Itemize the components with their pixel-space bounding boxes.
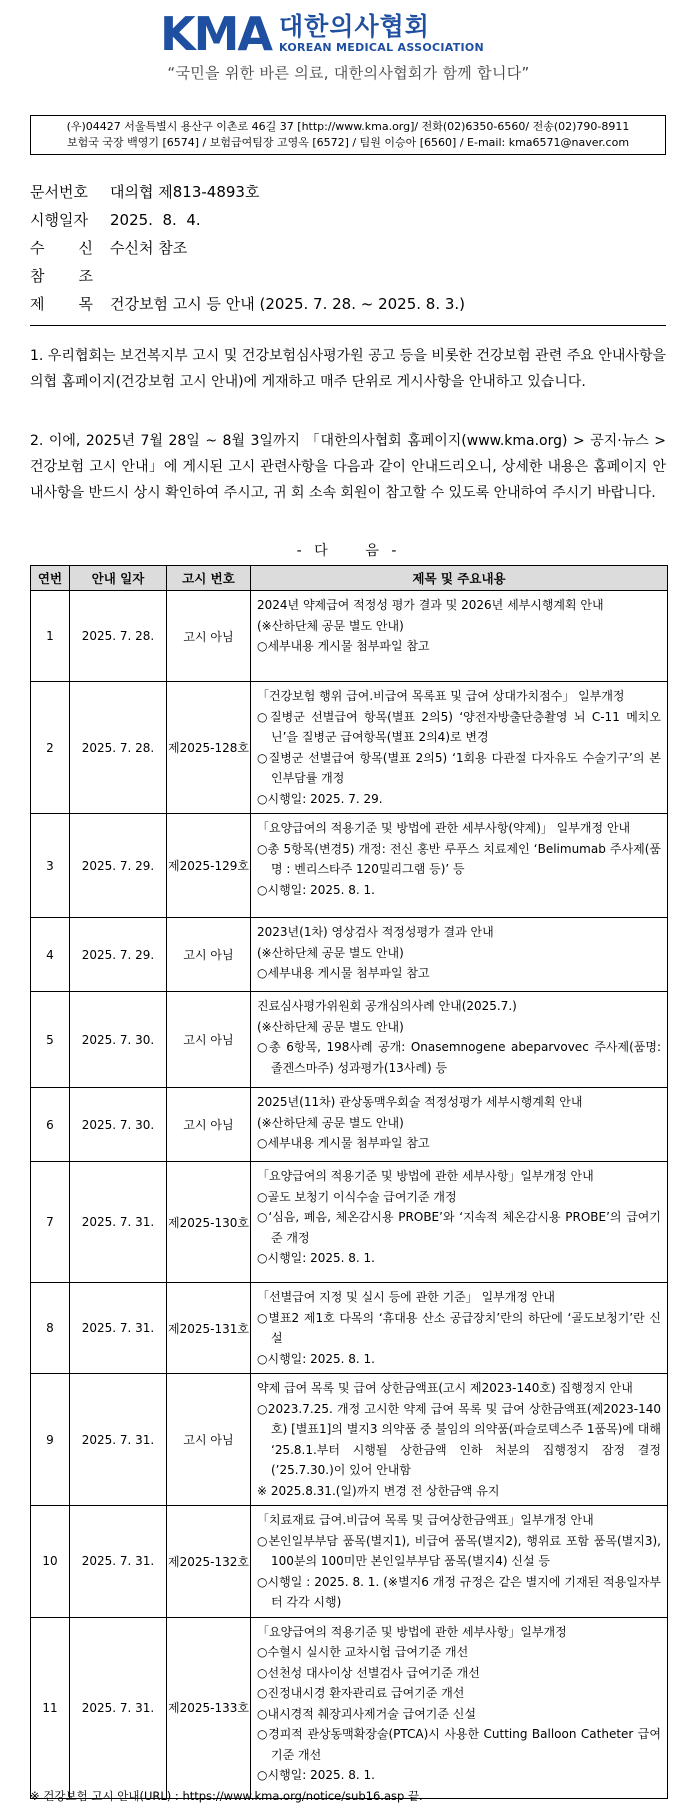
- content-line: ○시행일 : 2025. 8. 1. (※별지6 개정 규정은 같은 별지에 기재된 적용일자부터 각각 시행): [257, 1574, 661, 1609]
- content-line: (※산하단체 공문 별도 안내): [257, 945, 404, 960]
- row-content: [251, 1088, 668, 1162]
- header-notice-number: 고시 번호: [167, 566, 251, 591]
- row-notice-number: 고시 아님: [167, 591, 251, 682]
- notice-table: [30, 565, 668, 1799]
- content-line: ○수혈시 실시한 교차시험 급여기준 개선: [257, 1645, 469, 1659]
- da-eum-heading: - 다 음 -: [296, 543, 401, 559]
- content-line: ○경피적 관상동맥확장술(PTCA)시 사용한 Cutting Balloon Catheter 급여기준 개선: [257, 1727, 661, 1762]
- row-number: 11: [31, 1617, 70, 1798]
- content-line: ○총 6항목, 198사례 공개: Onasemnogene abeparvovec 주사제(품명: 졸겐스마주) 성과평가(13사례) 등: [257, 1040, 661, 1075]
- row-number: 5: [31, 992, 70, 1088]
- body-paragraph-2: 2. 이에, 2025년 7월 28일 ~ 8월 3일까지 「대한의사협회 홈페이지(www.kma.org) > 공지·뉴스 > 건강보험 고시 안내」에 게시된 고시 관련사항을 다음과 같이 안내드리오니, 상세한 내용은 홈페이지 안내사항을 반드시 상시 확인하여 주시고, 귀 회 소속 회원이 참고할 수 있도록 안내하여 주시기 바랍니다.: [30, 433, 666, 501]
- content-line: 「건강보험 행위 급여.비급여 목록표 및 급여 상대가치점수」 일부개정: [257, 689, 625, 703]
- footnote: ※ 건강보험 고시 안내(URL) : https://www.kma.org/notice/sub16.asp 끝.: [30, 1789, 423, 1803]
- row-number: 2: [31, 682, 70, 814]
- table-row: [31, 591, 668, 682]
- row-date: 2025. 7. 31.: [70, 1374, 167, 1506]
- row-notice-number: 고시 아님: [167, 1374, 251, 1506]
- content-line: ○진정내시경 환자관리료 급여기준 개선: [257, 1686, 465, 1700]
- row-content: [251, 1283, 668, 1374]
- table-row: [31, 1374, 668, 1506]
- row-notice-number: 제2025-130호: [167, 1162, 251, 1283]
- content-line: 진료심사평가위원회 공개심의사례 안내(2025.7.): [257, 999, 517, 1013]
- row-notice-number: 제2025-131호: [167, 1283, 251, 1374]
- content-line: 「요양급여의 적용기준 및 방법에 관한 세부사항」일부개정 안내: [257, 1169, 594, 1183]
- content-line: ○세부내용 게시물 첨부파일 참고: [257, 966, 430, 980]
- header-date: 안내 일자: [70, 566, 167, 591]
- content-line: 약제 급여 목록 및 급여 상한금액표(고시 제2023-140호) 집행정지 안내: [257, 1381, 633, 1395]
- row-date: 2025. 7. 28.: [70, 682, 167, 814]
- row-number: 3: [31, 814, 70, 918]
- kma-logo: [160, 7, 485, 61]
- header-title-content: 제목 및 주요내용: [251, 566, 668, 591]
- notice-table-body: [31, 591, 668, 1799]
- content-line: ○별표2 제1호 다목의 ‘휴대용 산소 공급장치’란의 하단에 ‘골도보청기’란 신설: [257, 1310, 661, 1345]
- logo-text: [279, 13, 484, 55]
- row-notice-number: 제2025-128호: [167, 682, 251, 814]
- content-line: (※산하단체 공문 별도 안내): [257, 618, 404, 633]
- row-number: 10: [31, 1506, 70, 1618]
- content-line: 2023년(1차) 영상검사 적정성평가 결과 안내: [257, 925, 494, 939]
- content-line: ○질병군 선별급여 항목(별표 2의5) ‘양전자방출단층촬영 뇌 C-11 메치오닌’을 질병군 급여항목(별표 2의4)로 변경: [257, 709, 661, 744]
- row-date: 2025. 7. 31.: [70, 1506, 167, 1618]
- row-notice-number: 제2025-132호: [167, 1506, 251, 1618]
- content-line: ○시행일: 2025. 8. 1.: [257, 1768, 375, 1782]
- row-date: 2025. 7. 31.: [70, 1617, 167, 1798]
- row-date: 2025. 7. 29.: [70, 918, 167, 992]
- content-line: ○총 5항목(변경5) 개정: 전신 홍반 루푸스 치료제인 ‘Belimumab 주사제(품명 : 벤리스타주 120밀리그램 등)’ 등: [257, 841, 661, 876]
- row-content: [251, 1506, 668, 1618]
- meta-divider: [30, 325, 666, 326]
- content-line: 「치료재료 급여.비급여 목록 및 급여상한금액표」일부개정 안내: [257, 1513, 594, 1527]
- table-row: [31, 918, 668, 992]
- meta-recipient: 수 신 수신처 참조: [30, 239, 188, 257]
- logo-korean-name: 대한의사협회: [279, 12, 430, 41]
- row-content: [251, 1617, 668, 1798]
- kma-logo-mark: [160, 7, 272, 61]
- contact-staff-line: 보험국 국장 백영기 [6574] / 보험급여팀장 고영옥 [6572] / 팀원 이승아 [6560] / E-mail: kma6571@naver.com: [66, 136, 630, 149]
- content-line: ○내시경적 췌장괴사제거술 급여기준 신설: [257, 1706, 476, 1721]
- row-content: [251, 992, 668, 1088]
- row-number: 1: [31, 591, 70, 682]
- content-line: ○‘심음, 폐음, 체온감시용 PROBE’와 ‘지속적 체온감시용 PROBE’의 급여기준 개정: [257, 1210, 661, 1245]
- row-number: 8: [31, 1283, 70, 1374]
- content-line: 「요양급여의 적용기준 및 방법에 관한 세부사항」일부개정: [257, 1624, 567, 1639]
- content-line: 2025년(11차) 관상동맥우회술 적정성평가 세부시행계획 안내: [257, 1095, 583, 1109]
- row-number: 7: [31, 1162, 70, 1283]
- row-notice-number: 고시 아님: [167, 992, 251, 1088]
- contact-address-line: (우)04427 서울특별시 용산구 이촌로 46길 37 [http://www.kma.org]/ 전화(02)6350-6560/ 전송(02)790-8911: [66, 120, 630, 133]
- meta-reference: 참 조: [30, 267, 93, 285]
- row-date: 2025. 7. 31.: [70, 1283, 167, 1374]
- content-line: ※ 2025.8.31.(일)까지 변경 전 상한금액 유지: [257, 1483, 500, 1498]
- content-line: ○선천성 대사이상 선별검사 급여기준 개선: [257, 1665, 480, 1680]
- meta-doc-number: 문서번호 대의협 제813-4893호: [30, 183, 260, 201]
- content-line: ○세부내용 게시물 첨부파일 참고: [257, 639, 430, 653]
- row-content: [251, 682, 668, 814]
- row-date: 2025. 7. 30.: [70, 1088, 167, 1162]
- row-notice-number: 고시 아님: [167, 1088, 251, 1162]
- content-line: 「선별급여 지정 및 실시 등에 관한 기준」 일부개정 안내: [257, 1290, 555, 1304]
- content-line: ○세부내용 게시물 첨부파일 참고: [257, 1136, 430, 1150]
- row-date: 2025. 7. 31.: [70, 1162, 167, 1283]
- row-notice-number: 제2025-129호: [167, 814, 251, 918]
- meta-subject: 제 목 건강보험 고시 등 안내 (2025. 7. 28. ~ 2025. 8. 3.): [30, 295, 466, 313]
- meta-date: 시행일자 2025. 8. 4.: [30, 211, 201, 229]
- row-date: 2025. 7. 28.: [70, 591, 167, 682]
- content-line: ○시행일: 2025. 7. 29.: [257, 791, 383, 806]
- content-line: ○골도 보청기 이식수술 급여기준 개정: [257, 1189, 457, 1204]
- content-line: ○2023.7.25. 개정 고시한 약제 급여 목록 및 급여 상한금액표(제2023-140호) [별표1]의 별지3 의약품 중 불임의 의약품(파슬로덱스주 1품목)에 대해 ‘25.8.1.부터 시행될 상한금액 인하 처분의 집행정지 잠정 결정(’25.7.30.)이 있어 안내함: [257, 1401, 661, 1477]
- row-notice-number: 제2025-133호: [167, 1617, 251, 1798]
- content-line: ○본인일부부담 품목(별지1), 비급여 품목(별지2), 행위료 포함 품목(별지3), 100분의 100미만 본인일부부담 품목(별지4) 신설 등: [257, 1533, 661, 1568]
- slogan: “국민을 위한 바른 의료, 대한의사협회가 함께 합니다”: [167, 64, 530, 82]
- table-row: [31, 1617, 668, 1798]
- table-row: [31, 1283, 668, 1374]
- content-line: ○질병군 선별급여 항목(별표 2의5) ‘1회용 다관절 다자유도 수술기구’의 본인부담률 개정: [257, 750, 661, 785]
- table-row: [31, 1088, 668, 1162]
- table-row: [31, 814, 668, 918]
- content-line: 2024년 약제급여 적정성 평가 결과 및 2026년 세부시행계획 안내: [257, 598, 604, 612]
- row-content: [251, 1162, 668, 1283]
- content-line: ○시행일: 2025. 8. 1.: [257, 882, 375, 897]
- body-paragraph-1: 1. 우리협회는 보건복지부 고시 및 건강보험심사평가원 공고 등을 비롯한 건강보험 관련 주요 안내사항을 의협 홈페이지(건강보험 고시 안내)에 게재하고 매주 단위로 게시사항을 안내하고 있습니다.: [30, 348, 666, 390]
- document-meta: [30, 178, 465, 318]
- kma-logo-letters: KMA: [160, 7, 272, 61]
- row-content: [251, 918, 668, 992]
- table-row: [31, 1506, 668, 1618]
- row-date: 2025. 7. 29.: [70, 814, 167, 918]
- content-line: ○시행일: 2025. 8. 1.: [257, 1251, 375, 1265]
- table-row: [31, 682, 668, 814]
- content-line: (※산하단체 공문 별도 안내): [257, 1019, 404, 1034]
- content-line: 「요양급여의 적용기준 및 방법에 관한 세부사항(약제)」 일부개정 안내: [257, 821, 631, 835]
- row-number: 9: [31, 1374, 70, 1506]
- table-header-row: [31, 566, 668, 591]
- row-content: [251, 814, 668, 918]
- row-date: 2025. 7. 30.: [70, 992, 167, 1088]
- header-no: 연번: [31, 566, 70, 591]
- content-line: ○시행일: 2025. 8. 1.: [257, 1351, 375, 1366]
- row-number: 4: [31, 918, 70, 992]
- logo-english-name: KOREAN MEDICAL ASSOCIATION: [279, 41, 485, 54]
- row-number: 6: [31, 1088, 70, 1162]
- contact-box: [30, 115, 666, 155]
- row-notice-number: 고시 아님: [167, 918, 251, 992]
- row-content: [251, 1374, 668, 1506]
- table-row: [31, 1162, 668, 1283]
- row-content: [251, 591, 668, 682]
- table-row: [31, 992, 668, 1088]
- content-line: (※산하단체 공문 별도 안내): [257, 1115, 404, 1130]
